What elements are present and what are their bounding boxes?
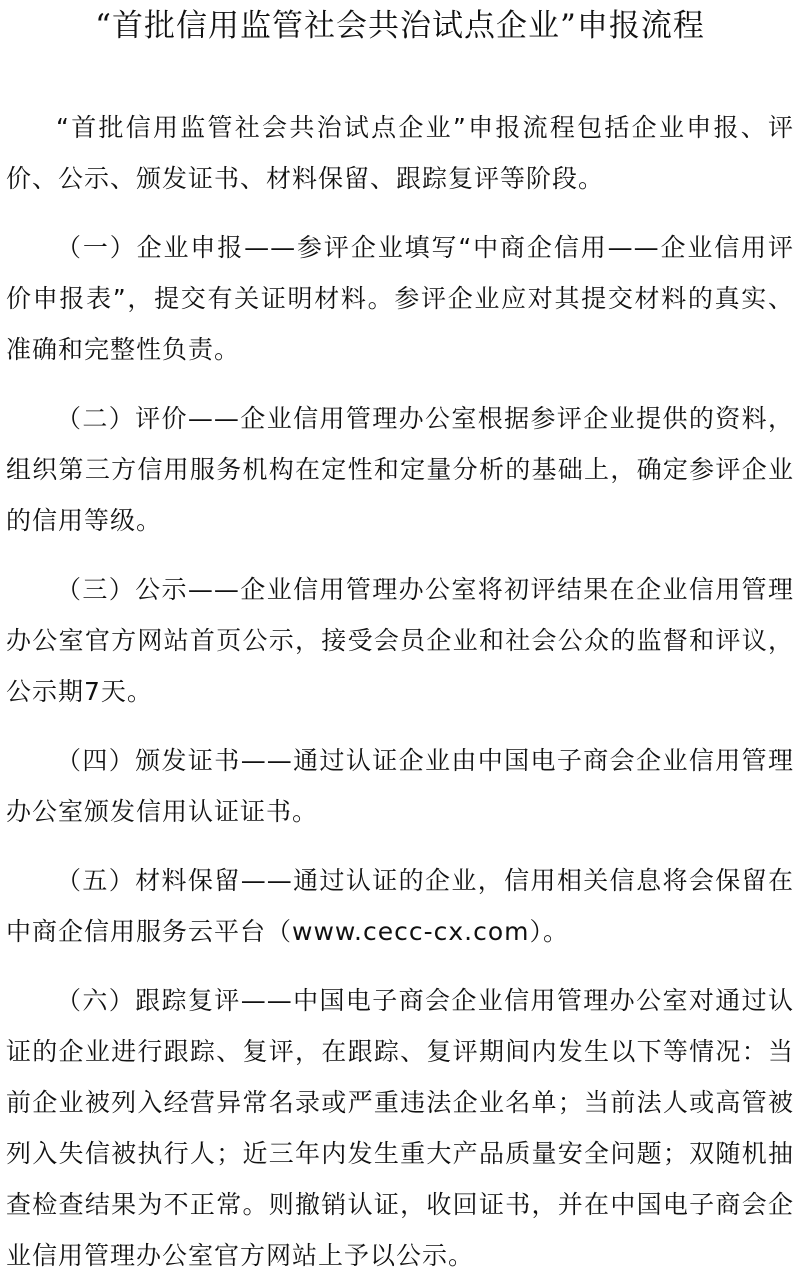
page-title: “首批信用监管社会共治试点企业”申报流程: [95, 8, 705, 44]
paragraph-step-3-publicity: （三）公示——企业信用管理办公室将初评结果在企业信用管理办公室官方网站首页公示，接受会员企业和社会公众的监督和评议，公示期7天。: [6, 575, 794, 706]
paragraph-step-4-certificate: （四）颁发证书——通过认证企业由中国电子商会企业信用管理办公室颁发信用认证证书。: [6, 746, 794, 826]
paragraph-step-1-application: （一）企业申报——参评企业填写“中商企信用——企业信用评价申报表”，提交有关证明材料。参评企业应对其提交材料的真实、准确和完整性负责。: [6, 233, 794, 364]
paragraph-step-5-retention: （五）材料保留——通过认证的企业，信用相关信息将会保留在中商企信用服务云平台（www.cecc-cx.com）。: [6, 866, 794, 946]
paragraph-intro: “首批信用监管社会共治试点企业”申报流程包括企业申报、评价、公示、颁发证书、材料保留、跟踪复评等阶段。: [6, 113, 794, 193]
paragraph-step-6-review: （六）跟踪复评——中国电子商会企业信用管理办公室对通过认证的企业进行跟踪、复评，在跟踪、复评期间内发生以下等情况：当前企业被列入经营异常名录或严重违法企业名单；当前法人或高管被列入失信被执行人；近三年内发生重大产品质量安全问题；双随机抽查检查结果为不正常。则撤销认证，收回证书，并在中国电子商会企业信用管理办公室官方网站上予以公示。: [6, 986, 794, 1270]
paragraph-step-2-evaluation: （二）评价——企业信用管理办公室根据参评企业提供的资料，组织第三方信用服务机构在定性和定量分析的基础上，确定参评企业的信用等级。: [6, 404, 794, 535]
document-body: [6, 102, 794, 1281]
